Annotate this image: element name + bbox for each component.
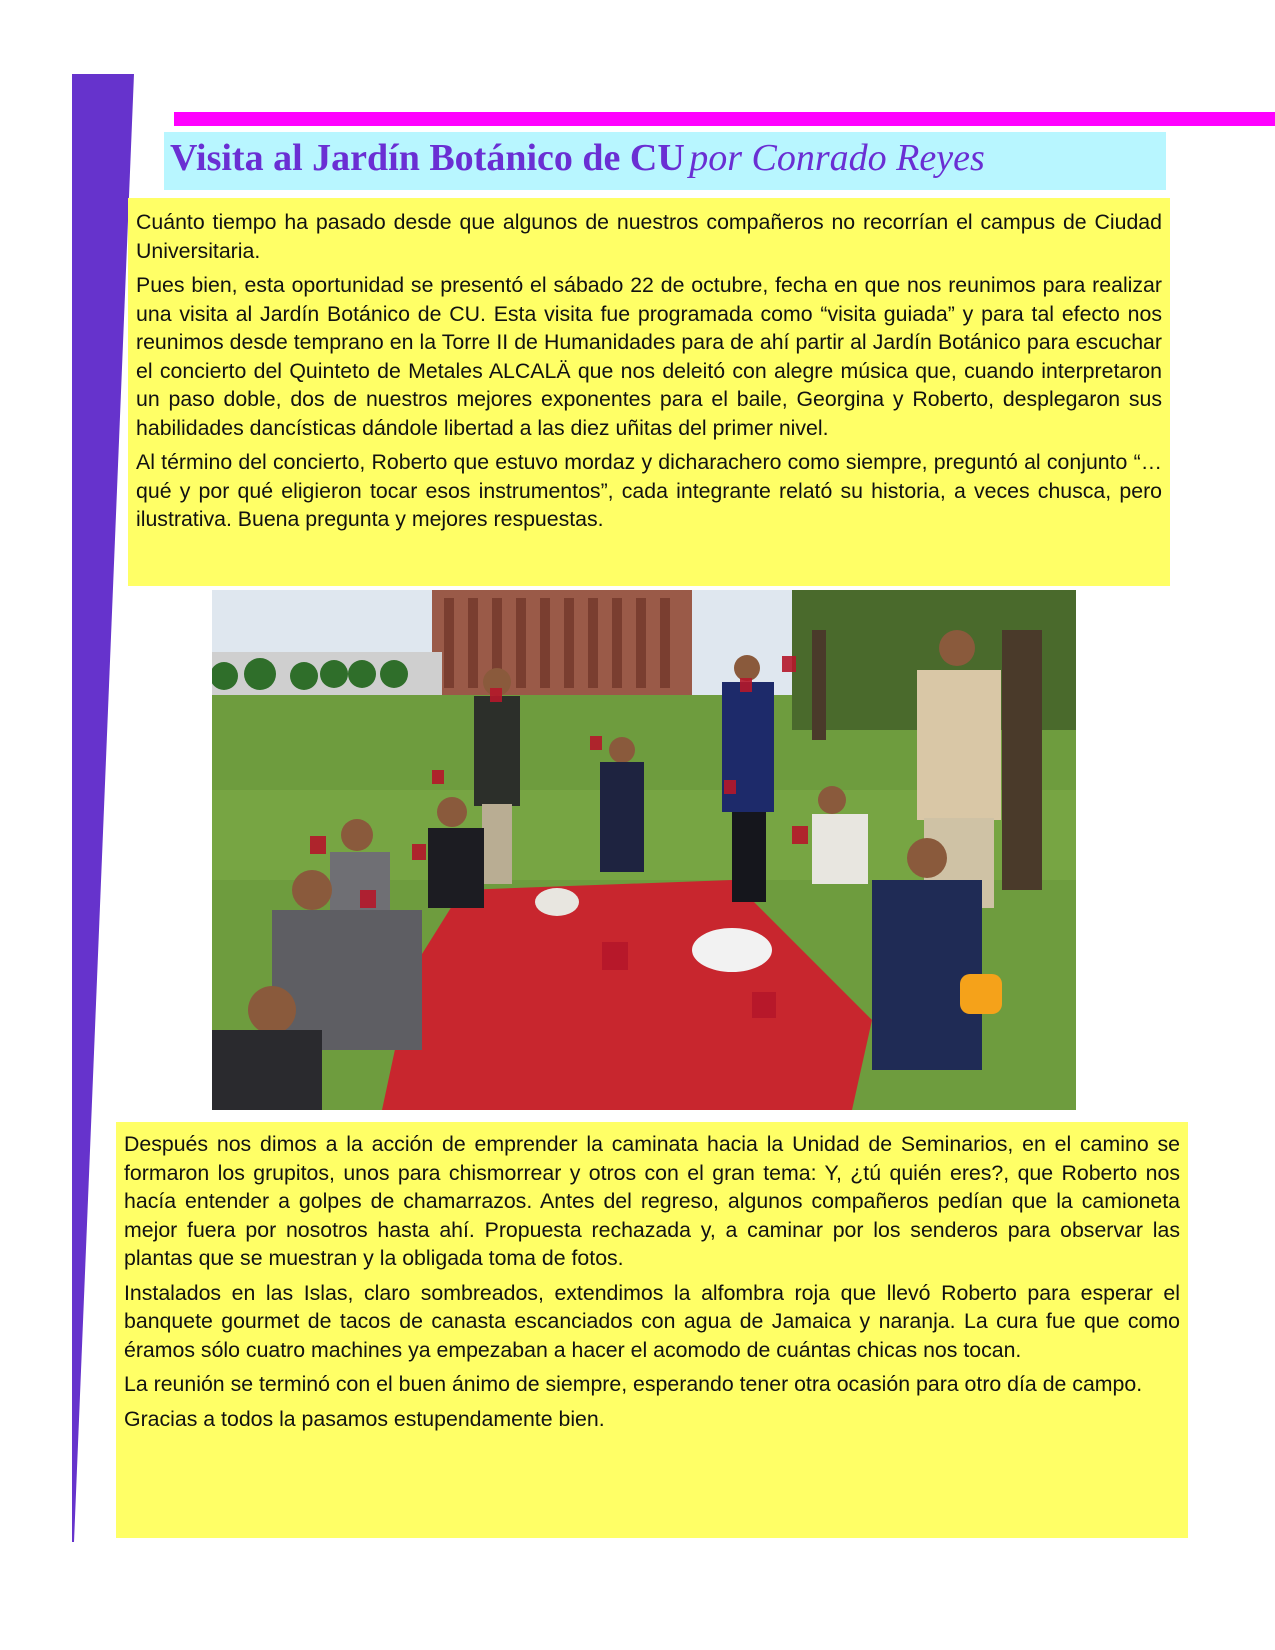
- paragraph: Después nos dimos a la acción de emprender la caminata hacia la Unidad de Seminarios, en el camino se formaron los grupitos, unos para chismorrear y otros con el gran tema: Y, ¿tú quién eres?, que Roberto nos hacía entender a golpes de chamarrazos. Antes del regreso, algunos compañeros pedían que la camioneta mejor fuera por nosotros hasta ahí. Propuesta rechazada y, a caminar por los senderos para observar las plantas que se muestran y la obligada toma de fotos.: [124, 1132, 1180, 1270]
- closing-text-box: [116, 1122, 1188, 1538]
- paragraph: Gracias a todos la pasamos estupendamente bien.: [124, 1406, 605, 1431]
- group-photo-image: [212, 590, 1076, 1110]
- paragraph: Al término del concierto, Roberto que estuvo mordaz y dicharachero como siempre, preguntó al conjunto “… qué y por qué eligieron tocar esos instrumentos”, cada integrante relató su historia, a veces chusca, pero ilustrativa. Buena pregunta y mejores respuestas.: [136, 450, 1162, 531]
- paragraph: Cuánto tiempo ha pasado desde que algunos de nuestros compañeros no recorrían el campus de Ciudad Universitaria.: [136, 210, 1162, 263]
- paragraph: Pues bien, esta oportunidad se presentó el sábado 22 de octubre, fecha en que nos reunimos para realizar una visita al Jardín Botánico de CU. Esta visita fue programada como “visita guiada” y para tal efecto nos reunimos desde temprano en la Torre II de Humanidades para de ahí partir al Jardín Botánico para escuchar el concierto del Quinteto de Metales ALCALÄ que nos deleitó con alegre música que, cuando interpretaron un paso doble, dos de nuestros mejores exponentes para el baile, Georgina y Roberto, desplegaron sus habilidades dancísticas dándole libertad a las diez uñitas del primer nivel.: [136, 273, 1162, 440]
- article-title-box: [164, 132, 1166, 190]
- paragraph: La reunión se terminó con el buen ánimo de siempre, esperando tener otra ocasión para otro día de campo.: [124, 1372, 1143, 1396]
- article-byline: por Conrado Reyes: [689, 137, 985, 179]
- header-rule: [174, 112, 1275, 126]
- group-photo: [212, 590, 1076, 1110]
- article-title: Visita al Jardín Botánico de CU: [170, 137, 685, 179]
- paragraph: Instalados en las Islas, claro sombreados, extendimos la alfombra roja que llevó Roberto para esperar el banquete gourmet de tacos de canasta escanciados con agua de Jamaica y naranja. La cura fue que como éramos sólo cuatro machines ya empezaban a hacer el acomodo de cuántas chicas nos tocan.: [124, 1280, 1180, 1362]
- intro-text-box: [128, 198, 1170, 586]
